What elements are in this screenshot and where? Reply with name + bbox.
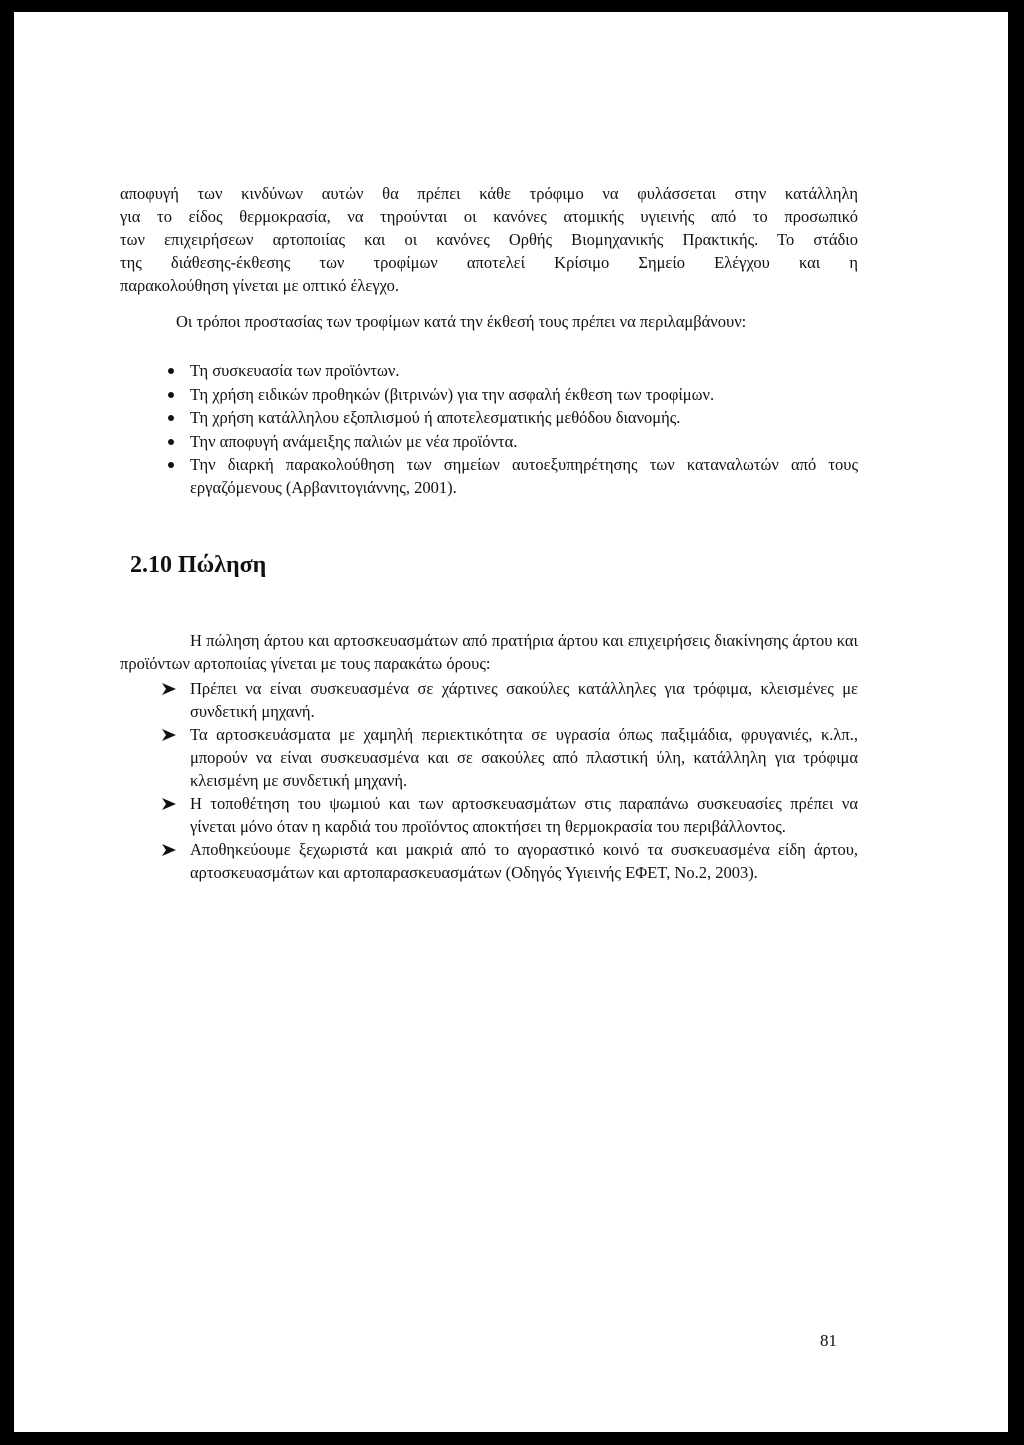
text-line: των επιχειρήσεων αρτοποιίας και οι κανόνες Ορθής Βιομηχανικής Πρακτικής. Το στάδιο	[120, 230, 858, 249]
text-line: για το είδος θερμοκρασία, να τηρούνται οι κανόνες ατομικής υγιεινής από το προσωπικό	[120, 207, 858, 226]
text-line: της διάθεσης-έκθεσης των τροφίμων αποτελεί Κρίσιμο Σημείο Ελέγχου και η	[120, 253, 858, 272]
list-item	[120, 838, 858, 884]
list-item	[120, 406, 858, 429]
arrow-bullet-icon	[162, 683, 176, 695]
list-item-text: Πρέπει να είναι συσκευασμένα σε χάρτινες σακούλες κατάλληλες για τρόφιμα, κλεισμένες με συνδετική μηχανή.	[190, 679, 858, 721]
list-item	[120, 383, 858, 406]
list-item-text: Τα αρτοσκευάσματα με χαμηλή περιεκτικότητα σε υγρασία όπως παξιμάδια, φρυγανιές, κ.λπ., μπορούν να είναι συσκευασμένα και σε σακούλες από πλαστική ύλη, κατάλληλη για τρόφιμα κλεισμένη με συνδετική μηχανή.	[190, 725, 858, 790]
paragraph-protection: Οι τρόποι προστασίας των τροφίμων κατά την έκθεσή τους πρέπει να περιλαμβάνουν:	[176, 312, 747, 331]
bullet-dot-icon	[168, 415, 174, 421]
bullet-dot-icon	[168, 462, 174, 468]
text-line: αποφυγή των κινδύνων αυτών θα πρέπει κάθε τρόφιμο να φυλάσσεται στην κατάλληλη	[120, 184, 858, 203]
list-item	[120, 723, 858, 792]
protection-list	[120, 359, 858, 500]
bullet-dot-icon	[168, 439, 174, 445]
arrow-bullet-icon	[162, 798, 176, 810]
section-heading: 2.10 Πώληση	[130, 552, 267, 578]
list-item	[120, 677, 858, 723]
sales-conditions-list	[120, 677, 858, 884]
list-item-text: Τη χρήση ειδικών προθηκών (βιτρινών) για την ασφαλή έκθεση των τροφίμων.	[190, 384, 715, 404]
text-line: παρακολούθηση γίνεται με οπτικό έλεγχο.	[120, 276, 399, 295]
bullet-dot-icon	[168, 392, 174, 398]
list-item-text: Τη χρήση κατάλληλου εξοπλισμού ή αποτελεσματικής μεθόδου διανομής.	[190, 408, 681, 427]
bullet-dot-icon	[168, 368, 174, 374]
list-item	[120, 453, 858, 499]
paragraph-intro	[120, 182, 858, 297]
list-item	[120, 792, 858, 838]
list-item-text: Η τοποθέτηση του ψωμιού και των αρτοσκευασμάτων στις παραπάνω συσκευασίες πρέπει να γίνεται μόνο όταν η καρδιά του προϊόντος αποκτήσει τη θερμοκρασία του περιβάλλοντος.	[190, 794, 858, 836]
section-intro-paragraph: Η πώληση άρτου και αρτοσκευασμάτων από πρατήρια άρτου και επιχειρήσεις διακίνησης άρτου και προϊόντων αρτοποιίας γίνεται με τους παρακάτω όρους:	[120, 631, 858, 673]
list-item-text: Την διαρκή παρακολούθηση των σημείων αυτοεξυπηρέτησης των καταναλωτών από τους εργαζόμενους (Αρβανιτογιάννης, 2001).	[190, 455, 858, 497]
arrow-bullet-icon	[162, 844, 176, 856]
list-item-text: Αποθηκεύουμε ξεχωριστά και μακριά από το αγοραστικό κοινό τα συσκευασμένα είδη άρτου, αρτοσκευασμάτων και αρτοπαρασκευασμάτων (Οδηγός Υγιεινής ΕΦΕΤ, Νο.2, 2003).	[190, 840, 858, 882]
list-item	[120, 430, 858, 453]
arrow-bullet-icon	[162, 729, 176, 741]
list-item	[120, 359, 858, 382]
list-item-text: Την αποφυγή ανάμειξης παλιών με νέα προϊόντα.	[190, 431, 518, 451]
document-page	[14, 12, 1008, 1432]
list-item-text: Τη συσκευασία των προϊόντων.	[190, 361, 400, 380]
page-number: 81	[820, 1331, 837, 1350]
